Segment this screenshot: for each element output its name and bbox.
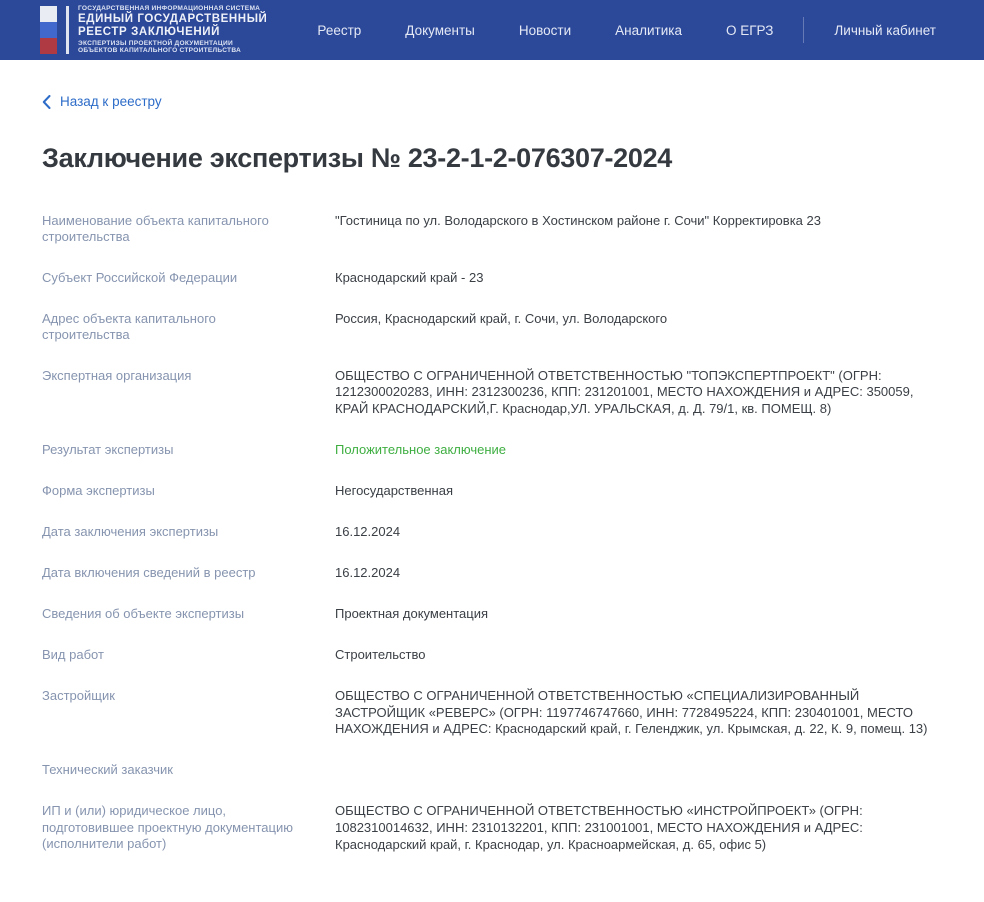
- detail-value: Проектная документация: [335, 605, 489, 621]
- detail-label: Адрес объекта капитального строительства: [42, 310, 216, 342]
- nav-item-about[interactable]: О ЕГРЗ: [725, 22, 774, 38]
- detail-label: Дата заключения экспертизы: [42, 523, 219, 539]
- detail-label: Застройщик: [42, 687, 115, 703]
- detail-label: Форма экспертизы: [42, 482, 155, 498]
- nav-item-news[interactable]: Новости: [518, 22, 572, 38]
- detail-value: "Гостиница по ул. Володарского в Хостинском районе г. Сочи" Корректировка 23: [335, 212, 821, 228]
- detail-value: 16.12.2024: [335, 564, 401, 580]
- detail-row-conclusion-date: [42, 524, 936, 541]
- chevron-left-icon: [42, 95, 51, 109]
- detail-row-developer: [42, 688, 936, 738]
- nav-item-registry[interactable]: Реестр: [317, 22, 362, 38]
- logo-line-system: ГОСУДАРСТВЕННАЯ ИНФОРМАЦИОННАЯ СИСТЕМА: [78, 4, 261, 12]
- logo-line-objects: ОБЪЕКТОВ КАПИТАЛЬНОГО СТРОИТЕЛЬСТВА: [78, 47, 242, 55]
- main-content: [0, 60, 984, 902]
- site-header: [0, 0, 984, 60]
- status-positive-conclusion: Положительное заключение: [335, 441, 507, 457]
- detail-label: Технический заказчик: [42, 762, 173, 778]
- detail-label: ИП и (или) юридическое лицо, подготовившее проектную документацию (исполнители работ): [42, 803, 293, 852]
- logo-text: [78, 5, 267, 55]
- back-to-registry-link[interactable]: [42, 94, 162, 109]
- nav-item-documents[interactable]: Документы: [405, 22, 475, 38]
- detail-label: Дата включения сведений в реестр: [42, 564, 256, 580]
- detail-value: Негосударственная: [335, 482, 453, 498]
- detail-row-expert-organization: [42, 368, 936, 418]
- detail-row-documentation-preparer: [42, 803, 936, 853]
- detail-value: Строительство: [335, 646, 426, 662]
- detail-row-work-type: [42, 647, 936, 664]
- detail-row-object-name: [42, 213, 936, 246]
- page-title: Заключение экспертизы № 23-2-1-2-076307-2024: [42, 142, 673, 173]
- nav-item-personal-account[interactable]: Личный кабинет: [834, 22, 936, 38]
- detail-label: Результат экспертизы: [42, 441, 174, 457]
- nav-divider: [803, 17, 804, 43]
- detail-label: Наименование объекта капитального строительства: [42, 212, 269, 244]
- detail-row-registry-inclusion-date: [42, 565, 936, 582]
- conclusion-details: [42, 213, 936, 854]
- logo-divider: [66, 6, 69, 54]
- detail-row-expertise-result: [42, 442, 936, 459]
- main-nav: [317, 17, 936, 43]
- logo-line-expertise: ЭКСПЕРТИЗЫ ПРОЕКТНОЙ ДОКУМЕНТАЦИИ: [78, 39, 233, 47]
- detail-value: 16.12.2024: [335, 523, 401, 539]
- detail-value: Россия, Краснодарский край, г. Сочи, ул. Володарского: [335, 310, 668, 326]
- detail-value: ОБЩЕСТВО С ОГРАНИЧЕННОЙ ОТВЕТСТВЕННОСТЬЮ «ИНСТРОЙПРОЕКТ» (ОГРН: 1082310014632, ИНН: 2310132201, КПП: 231001001, МЕСТО НАХОЖДЕНИЯ и АДРЕС: Краснодарский край, г. Краснодар, ул. Красноармейская, д. 65, офис 5): [335, 803, 863, 852]
- detail-row-federation-subject: [42, 270, 936, 287]
- egrz-logo[interactable]: [40, 5, 267, 55]
- detail-row-expertise-object-info: [42, 606, 936, 623]
- detail-label: Сведения об объекте экспертизы: [42, 605, 245, 621]
- nav-item-analytics[interactable]: Аналитика: [615, 22, 682, 38]
- detail-row-expertise-form: [42, 483, 936, 500]
- russian-flag-icon: [40, 6, 57, 54]
- detail-value: ОБЩЕСТВО С ОГРАНИЧЕННОЙ ОТВЕТСТВЕННОСТЬЮ «СПЕЦИАЛИЗИРОВАННЫЙ ЗАСТРОЙЩИК «РЕВЕРС» (ОГРН: 1197746747660, ИНН: 7728495224, КПП: 230401001, МЕСТО НАХОЖДЕНИЯ и АДРЕС: Краснодарский край, г. Геленджик, ул. Крымская, д. 22, К. 9, помещ. 13): [335, 687, 928, 737]
- detail-row-object-address: [42, 311, 936, 344]
- logo-line-united-state: ЕДИНЫЙ ГОСУДАРСТВЕННЫЙ: [78, 12, 268, 25]
- detail-label: Экспертная организация: [42, 367, 192, 383]
- back-link-label: Назад к реестру: [60, 94, 162, 109]
- detail-value: ОБЩЕСТВО С ОГРАНИЧЕННОЙ ОТВЕТСТВЕННОСТЬЮ "ТОПЭКСПЕРТПРОЕКТ" (ОГРН: 1212300020283, ИНН: 2312300236, КПП: 231201001, МЕСТО НАХОЖДЕНИЯ и АДРЕС: 350059, КРАЙ КРАСНОДАРСКИЙ,Г. Краснодар,УЛ. УРАЛЬСКАЯ, д. Д. 79/1, кв. ПОМЕЩ. 8): [335, 367, 914, 417]
- detail-value: Краснодарский край - 23: [335, 269, 484, 285]
- logo-line-registry: РЕЕСТР ЗАКЛЮЧЕНИЙ: [78, 26, 221, 39]
- detail-label: Вид работ: [42, 646, 104, 662]
- detail-label: Субъект Российской Федерации: [42, 269, 238, 285]
- detail-row-technical-customer: [42, 762, 936, 779]
- detail-value: [335, 762, 936, 779]
